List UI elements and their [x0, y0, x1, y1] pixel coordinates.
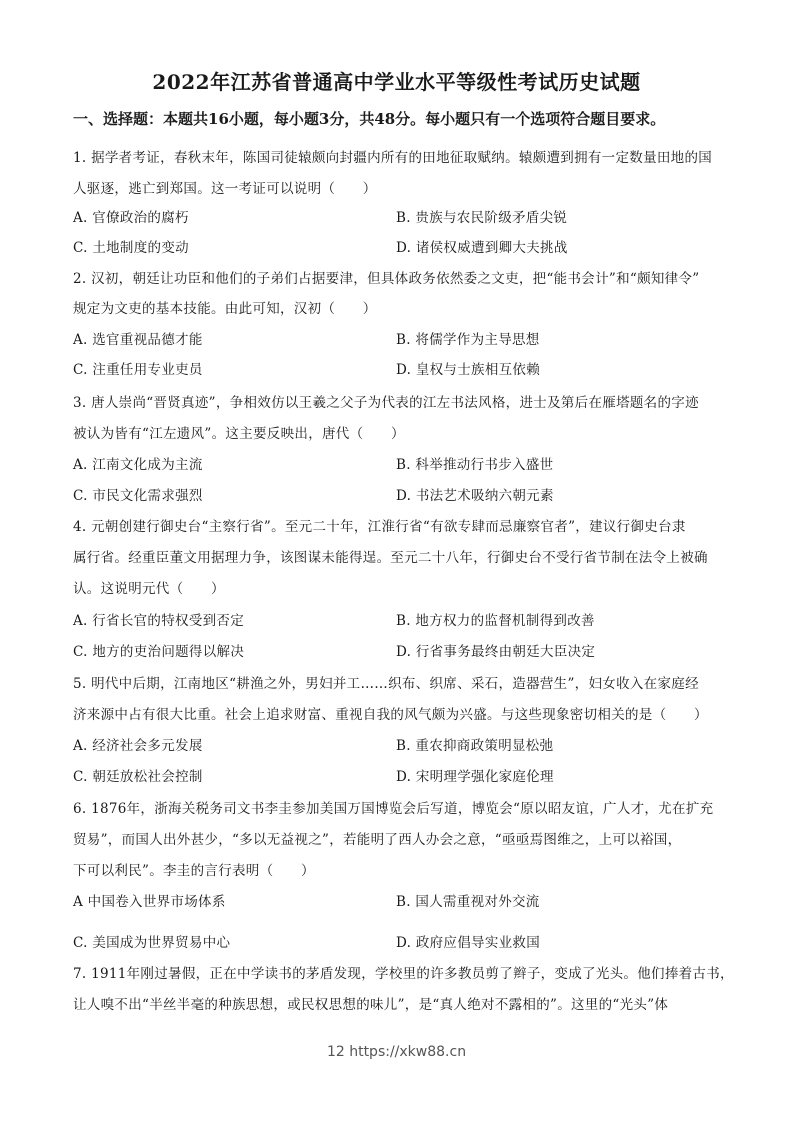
question-6-stem-line-1: 6. 1876年，浙海关税务司文书李圭参加美国万国博览会后写道，博览会“原以昭友谊，广人才，尤在扩充 — [73, 801, 714, 817]
question-3-option-c: C. 市民文化需求强烈 — [73, 488, 203, 504]
question-3-option-a: A. 江南文化成为主流 — [73, 457, 203, 473]
question-6-stem-line-3: 下可以利民”。李圭的言行表明（ ） — [73, 863, 315, 879]
question-2-option-c: C. 注重任用专业吏员 — [73, 362, 203, 378]
question-3-stem-line-1: 3. 唐人崇尚“晋贤真迹”，争相效仿以王羲之父子为代表的江左书法风格，进士及第后在雁塔题名的字迹 — [73, 395, 699, 411]
question-6-stem-line-2: 贸易”，而国人出外甚少，“多以无益视之”，若能明了西人办会之意，“亟亟焉图维之，上可以裕国， — [73, 832, 682, 848]
question-5-option-b: B. 重农抑商政策明显松弛 — [396, 738, 554, 754]
question-5-option-a: A. 经济社会多元发展 — [73, 738, 203, 754]
question-1-option-b: B. 贵族与农民阶级矛盾尖锐 — [396, 210, 568, 226]
question-3-stem-line-2: 被认为皆有“江左遗风”。这主要反映出，唐代（ ） — [73, 426, 405, 442]
question-2-stem-line-1: 2. 汉初，朝廷让功臣和他们的子弟们占据要津，但具体政务依然委之文吏，把“能书会计”和“颇知律令” — [73, 271, 700, 287]
page-footer: 12 https://xkw88.cn — [326, 1044, 467, 1060]
question-4-stem-line-1: 4. 元朝创建行御史台“主察行省”。至元二十年，江淮行省“有欲专肆而忌廉察官者”，建议行御史台隶 — [73, 519, 686, 535]
question-1-option-c: C. 土地制度的变动 — [73, 240, 189, 256]
question-7-stem-line-2: 让人嗅不出“半丝半毫的种族思想，或民权思想的味儿”，是“真人绝对不露相的”。这里的“光头”体 — [73, 997, 669, 1013]
question-1-stem-line-1: 1. 据学者考证，春秋末年，陈国司徒辕颇向封疆内所有的田地征取赋纳。辕颇遭到拥有一定数量田地的国 — [73, 150, 713, 166]
question-2-option-b: B. 将儒学作为主导思想 — [396, 332, 540, 348]
question-5-option-c: C. 朝廷放松社会控制 — [73, 769, 203, 785]
question-1-stem-line-2: 人驱逐，逃亡到郑国。这一考证可以说明（ ） — [73, 181, 377, 197]
question-4-stem-line-2: 属行省。经重臣董文用据理力争，该图谋未能得逞。至元二十八年，行御史台不受行省节制在法令上被确 — [73, 550, 708, 566]
question-5-stem-line-2: 济来源中占有很大比重。社会上追求财富、重视自我的风气颇为兴盛。与这些现象密切相关的是（ ） — [73, 707, 708, 723]
question-4-stem-line-3: 认。这说明元代（ ） — [73, 581, 225, 597]
question-5-option-d: D. 宋明理学强化家庭伦理 — [396, 769, 554, 785]
question-2-option-a: A. 选官重视品德才能 — [73, 332, 203, 348]
question-3-option-d: D. 书法艺术吸纳六朝元素 — [396, 488, 554, 504]
question-4-option-b: B. 地方权力的监督机制得到改善 — [396, 613, 595, 629]
question-1-option-a: A. 官僚政治的腐朽 — [73, 210, 189, 226]
question-4-option-a: A. 行省长官的特权受到否定 — [73, 613, 245, 629]
question-5-stem-line-1: 5. 明代中后期，江南地区“耕渔之外，男妇并工……织布、织席、采石，造器营生”，妇女收入在家庭经 — [73, 676, 699, 692]
question-7-stem-line-1: 7. 1911年刚过暑假，正在中学读书的茅盾发现，学校里的许多教员剪了辫子，变成了光头。他们捧着古书， — [73, 966, 734, 982]
question-6-option-d: D. 政府应倡导实业救国 — [396, 935, 541, 951]
question-1-option-d: D. 诸侯权威遭到卿大夫挑战 — [396, 240, 568, 256]
question-2-stem-line-2: 规定为文吏的基本技能。由此可知，汉初（ ） — [73, 301, 377, 317]
question-6-option-b: B. 国人需重视对外交流 — [396, 894, 540, 910]
question-3-option-b: B. 科举推动行书步入盛世 — [396, 457, 554, 473]
section-heading: 一、选择题：本题共16小题，每小题3分，共48分。每小题只有一个选项符合题目要求。 — [73, 110, 666, 128]
question-6-option-c: C. 美国成为世界贸易中心 — [73, 935, 231, 951]
question-4-option-c: C. 地方的吏治问题得以解决 — [73, 644, 245, 660]
page-title: 2022年江苏省普通高中学业水平等级性考试历史试题 — [152, 70, 641, 94]
question-4-option-d: D. 行省事务最终由朝廷大臣决定 — [396, 644, 596, 660]
question-6-option-a: A 中国卷入世界市场体系 — [73, 894, 226, 910]
question-2-option-d: D. 皇权与士族相互依赖 — [396, 362, 541, 378]
